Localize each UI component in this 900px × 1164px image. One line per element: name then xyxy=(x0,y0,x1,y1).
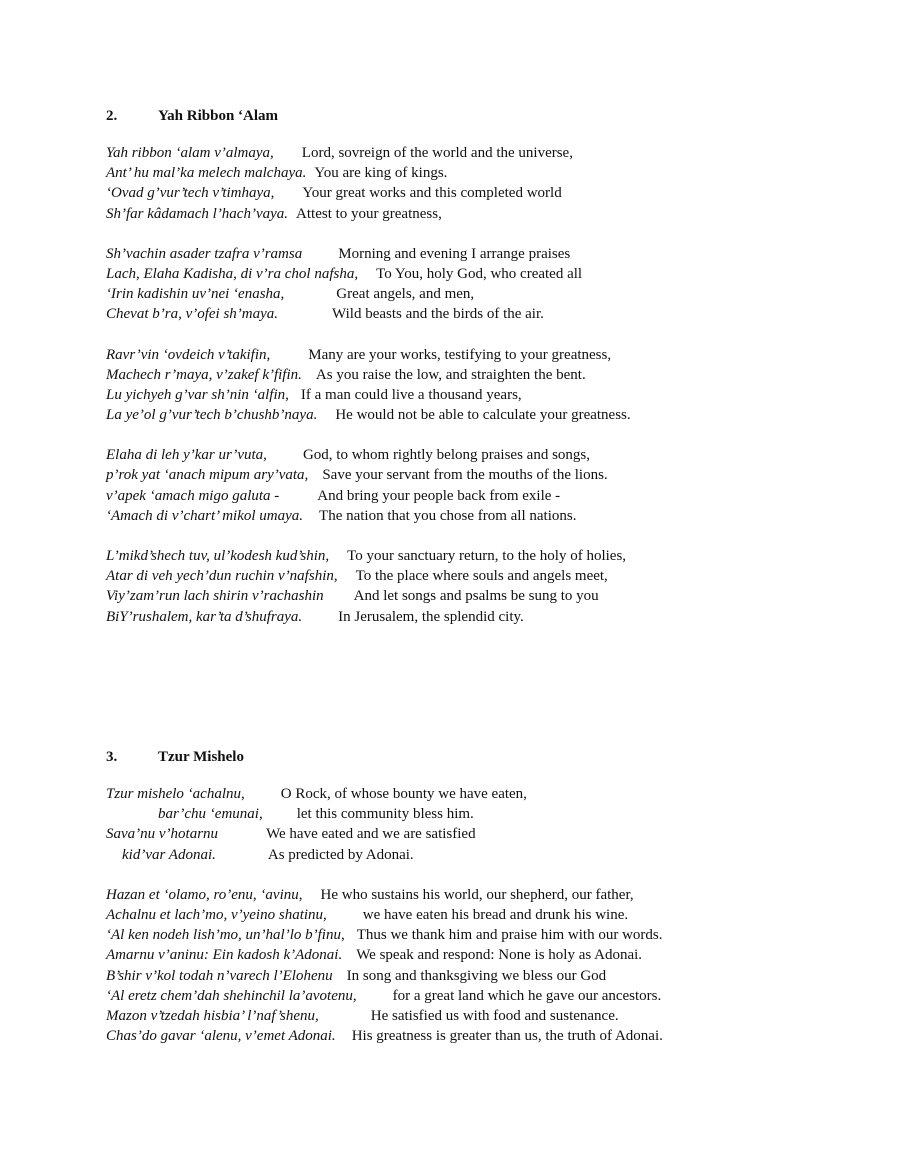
transliteration: ‘Al eretz chem’dah shehinchil la’avotenu, xyxy=(106,987,357,1004)
verse-line xyxy=(106,986,806,1006)
verse-line xyxy=(106,945,806,965)
stanza-4 xyxy=(106,445,806,526)
transliteration: ‘Ovad g’vur’tech v’timhaya, xyxy=(106,185,275,202)
translation: Attest to your greatness, xyxy=(296,205,442,222)
translation: for a great land which he gave our ancestors. xyxy=(392,987,662,1004)
verse-line xyxy=(106,824,806,844)
translation: He satisfied us with food and sustenance. xyxy=(370,1007,619,1024)
transliteration: Mazon v’tzedah hisbia’ l’naf’shenu, xyxy=(106,1007,319,1024)
translation: He who sustains his world, our shepherd, our father, xyxy=(320,886,634,903)
translation: In song and thanksgiving we bless our God xyxy=(346,967,607,984)
transliteration: B’shir v’kol todah n’varech l’Elohenu xyxy=(106,967,333,984)
transliteration: Chevat b’ra, v’ofei sh’maya. xyxy=(106,306,279,323)
transliteration: Lach, Elaha Kadisha, di v’ra chol nafsha, xyxy=(106,265,359,282)
transliteration: Atar di veh yech’dun ruchin v’nafshin, xyxy=(106,568,338,585)
verse-line xyxy=(106,566,806,586)
translation: He would not be able to calculate your greatness. xyxy=(335,407,631,424)
verse-line xyxy=(106,784,806,804)
translation: In Jerusalem, the splendid city. xyxy=(338,608,524,625)
transliteration: bar’chu ‘emunai, xyxy=(158,806,263,823)
transliteration: Yah ribbon ‘alam v’almaya, xyxy=(106,145,274,161)
transliteration: Lu yichyeh g’var sh’nin ‘alfin, xyxy=(106,386,289,403)
verse-line xyxy=(106,804,806,824)
verse-line xyxy=(106,183,806,203)
translation: we have eaten his bread and drunk his wine. xyxy=(362,906,629,923)
verse-line xyxy=(106,284,806,304)
verse-line xyxy=(106,264,806,284)
transliteration: Ravr’vin ‘ovdeich v’takifin, xyxy=(106,346,271,363)
transliteration: Tzur mishelo ‘achalnu, xyxy=(106,786,245,802)
translation: Lord, sovreign of the world and the universe, xyxy=(301,145,573,161)
translation: As predicted by Adonai. xyxy=(267,846,414,863)
transliteration: Hazan et ‘olamo, ro’enu, ‘avinu, xyxy=(106,886,303,903)
verse-line xyxy=(106,204,806,224)
transliteration: Sh’far kâdamach l’hach’vaya. xyxy=(106,205,289,222)
section-title: Yah Ribbon ‘Alam xyxy=(158,108,279,124)
stanza-1 xyxy=(106,143,806,224)
translation: His greatness is greater than us, the truth of Adonai. xyxy=(351,1028,663,1045)
transliteration: Sava’nu v’hotarnu xyxy=(106,826,219,843)
translation: We have eated and we are satisfied xyxy=(266,826,476,843)
verse-line xyxy=(106,486,806,506)
stanza-3 xyxy=(106,345,806,426)
verse-line xyxy=(106,163,806,183)
verse-line xyxy=(106,304,806,324)
translation: If a man could live a thousand years, xyxy=(300,386,522,403)
section-title: Tzur Mishelo xyxy=(158,749,244,765)
verse-line xyxy=(106,905,806,925)
transliteration: kid’var Adonai. xyxy=(122,846,216,863)
section-number: 2. xyxy=(106,108,118,124)
translation: And let songs and psalms be sung to you xyxy=(353,588,599,605)
verse-line xyxy=(106,885,806,905)
section-heading xyxy=(106,747,806,767)
transliteration: ‘Amach di v’chart’ mikol umaya. xyxy=(106,507,304,524)
verse-line xyxy=(106,1006,806,1026)
verse-line xyxy=(106,405,806,425)
translation: To your sanctuary return, to the holy of holies, xyxy=(347,548,627,564)
stanza-2 xyxy=(106,885,806,1047)
verse-line xyxy=(106,925,806,945)
transliteration: La ye’ol g’vur’tech b’chushb’naya. xyxy=(106,407,318,424)
verse-line xyxy=(106,244,806,264)
translation: Morning and evening I arrange praises xyxy=(338,245,571,262)
transliteration: Sh’vachin asader tzafra v’ramsa xyxy=(106,245,303,262)
transliteration: Amarnu v’aninu: Ein kadosh k’Adonai. xyxy=(106,947,343,964)
transliteration: p’rok yat ‘anach mipum ary’vata, xyxy=(106,467,309,484)
verse-line xyxy=(106,345,806,365)
transliteration: BiY’rushalem, kar’ta d’shufraya. xyxy=(106,608,303,625)
transliteration: Chas’do gavar ‘alenu, v’emet Adonai. xyxy=(106,1028,336,1045)
transliteration: Ant’ hu mal’ka melech malchaya. xyxy=(106,165,307,182)
translation: God, to whom rightly belong praises and songs, xyxy=(302,447,590,464)
verse-line xyxy=(106,966,806,986)
verse-line xyxy=(106,1026,806,1046)
transliteration: Viy’zam’run lach shirin v’rachashin xyxy=(106,588,324,605)
verse-line xyxy=(106,143,806,163)
translation: To the place where souls and angels meet, xyxy=(355,568,608,585)
verse-line xyxy=(106,365,806,385)
verse-line xyxy=(106,385,806,405)
verse-line xyxy=(106,546,806,566)
transliteration: Machech r’maya, v’zakef k’fifin. xyxy=(106,366,302,383)
transliteration: L’mikd’shech tuv, ul’kodesh kud’shin, xyxy=(106,548,330,564)
stanza-2 xyxy=(106,244,806,325)
translation: You are king of kings. xyxy=(314,165,448,182)
stanza-5 xyxy=(106,546,806,627)
section-heading xyxy=(106,106,806,126)
verse-line xyxy=(106,506,806,526)
verse-line xyxy=(106,845,806,865)
section-tzur-mishelo xyxy=(106,747,806,1066)
translation: And bring your people back from exile - xyxy=(317,487,561,504)
verse-line xyxy=(106,465,806,485)
translation: Your great works and this completed world xyxy=(302,185,562,202)
translation: Thus we thank him and praise him with our words. xyxy=(356,927,663,944)
section-yah-ribbon xyxy=(106,106,806,647)
translation: Many are your works, testifying to your greatness, xyxy=(308,346,612,363)
translation: let this community bless him. xyxy=(296,806,474,823)
section-number: 3. xyxy=(106,749,118,765)
translation: Great angels, and men, xyxy=(336,286,475,303)
translation: Save your servant from the mouths of the lions. xyxy=(322,467,608,484)
translation: O Rock, of whose bounty we have eaten, xyxy=(280,786,527,802)
transliteration: ‘Irin kadishin uv’nei ‘enasha, xyxy=(106,286,285,303)
transliteration: Elaha di leh y’kar ur’vuta, xyxy=(106,447,267,464)
translation: As you raise the low, and straighten the bent. xyxy=(315,366,586,383)
translation: To You, holy God, who created all xyxy=(376,265,583,282)
transliteration: v’apek ‘amach migo galuta - xyxy=(106,487,280,504)
translation: The nation that you chose from all nations. xyxy=(319,507,577,524)
verse-line xyxy=(106,607,806,627)
stanza-1 xyxy=(106,784,806,865)
translation: We speak and respond: None is holy as Adonai. xyxy=(356,947,643,964)
translation: Wild beasts and the birds of the air. xyxy=(332,306,544,323)
verse-line xyxy=(106,445,806,465)
transliteration: Achalnu et lach’mo, v’yeino shatinu, xyxy=(106,906,327,923)
transliteration: ‘Al ken nodeh lish’mo, un’hal’lo b’finu, xyxy=(106,927,345,944)
verse-line xyxy=(106,586,806,606)
